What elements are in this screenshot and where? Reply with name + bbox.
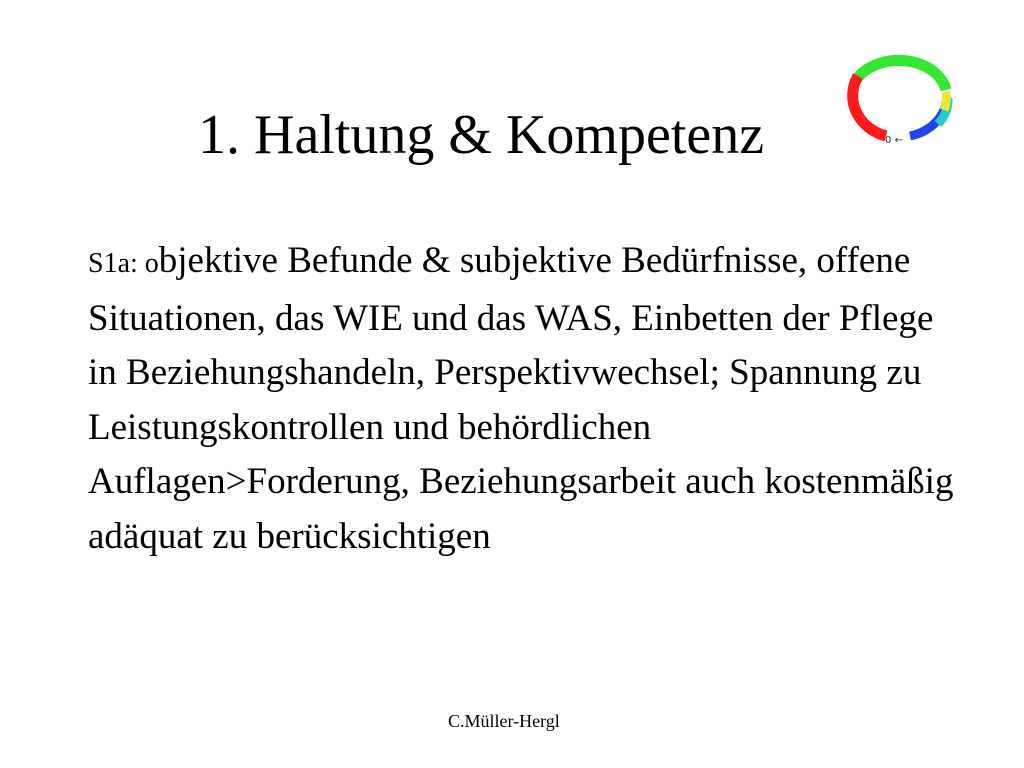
body-text: bjektive Befunde & subjektive Bedürfnisse, offene Situationen, das WIE und das WAS, Einbetten der Pflege in Beziehungshandeln, Perspektivwechsel; Spannung zu Leistungskontrollen und behördlichen Auflagen>Forderung, Beziehungsarbeit auch kostenmäßig adäquat zu berücksichtigen bbox=[88, 240, 954, 557]
body-prefix: S1a: o bbox=[88, 248, 159, 279]
slide-body bbox=[88, 234, 968, 564]
ring-arc-red bbox=[853, 76, 886, 136]
ring-arc-green bbox=[856, 60, 946, 90]
arrow-left-icon: ← bbox=[894, 135, 903, 146]
slide-footer: C.Müller-Hergl bbox=[448, 711, 560, 731]
logo-zero-label: 0 bbox=[885, 135, 892, 146]
logo-tick-label bbox=[885, 135, 903, 147]
slide-title: 1. Haltung & Kompetenz bbox=[198, 104, 765, 166]
ring-arc-yellow bbox=[944, 92, 946, 110]
